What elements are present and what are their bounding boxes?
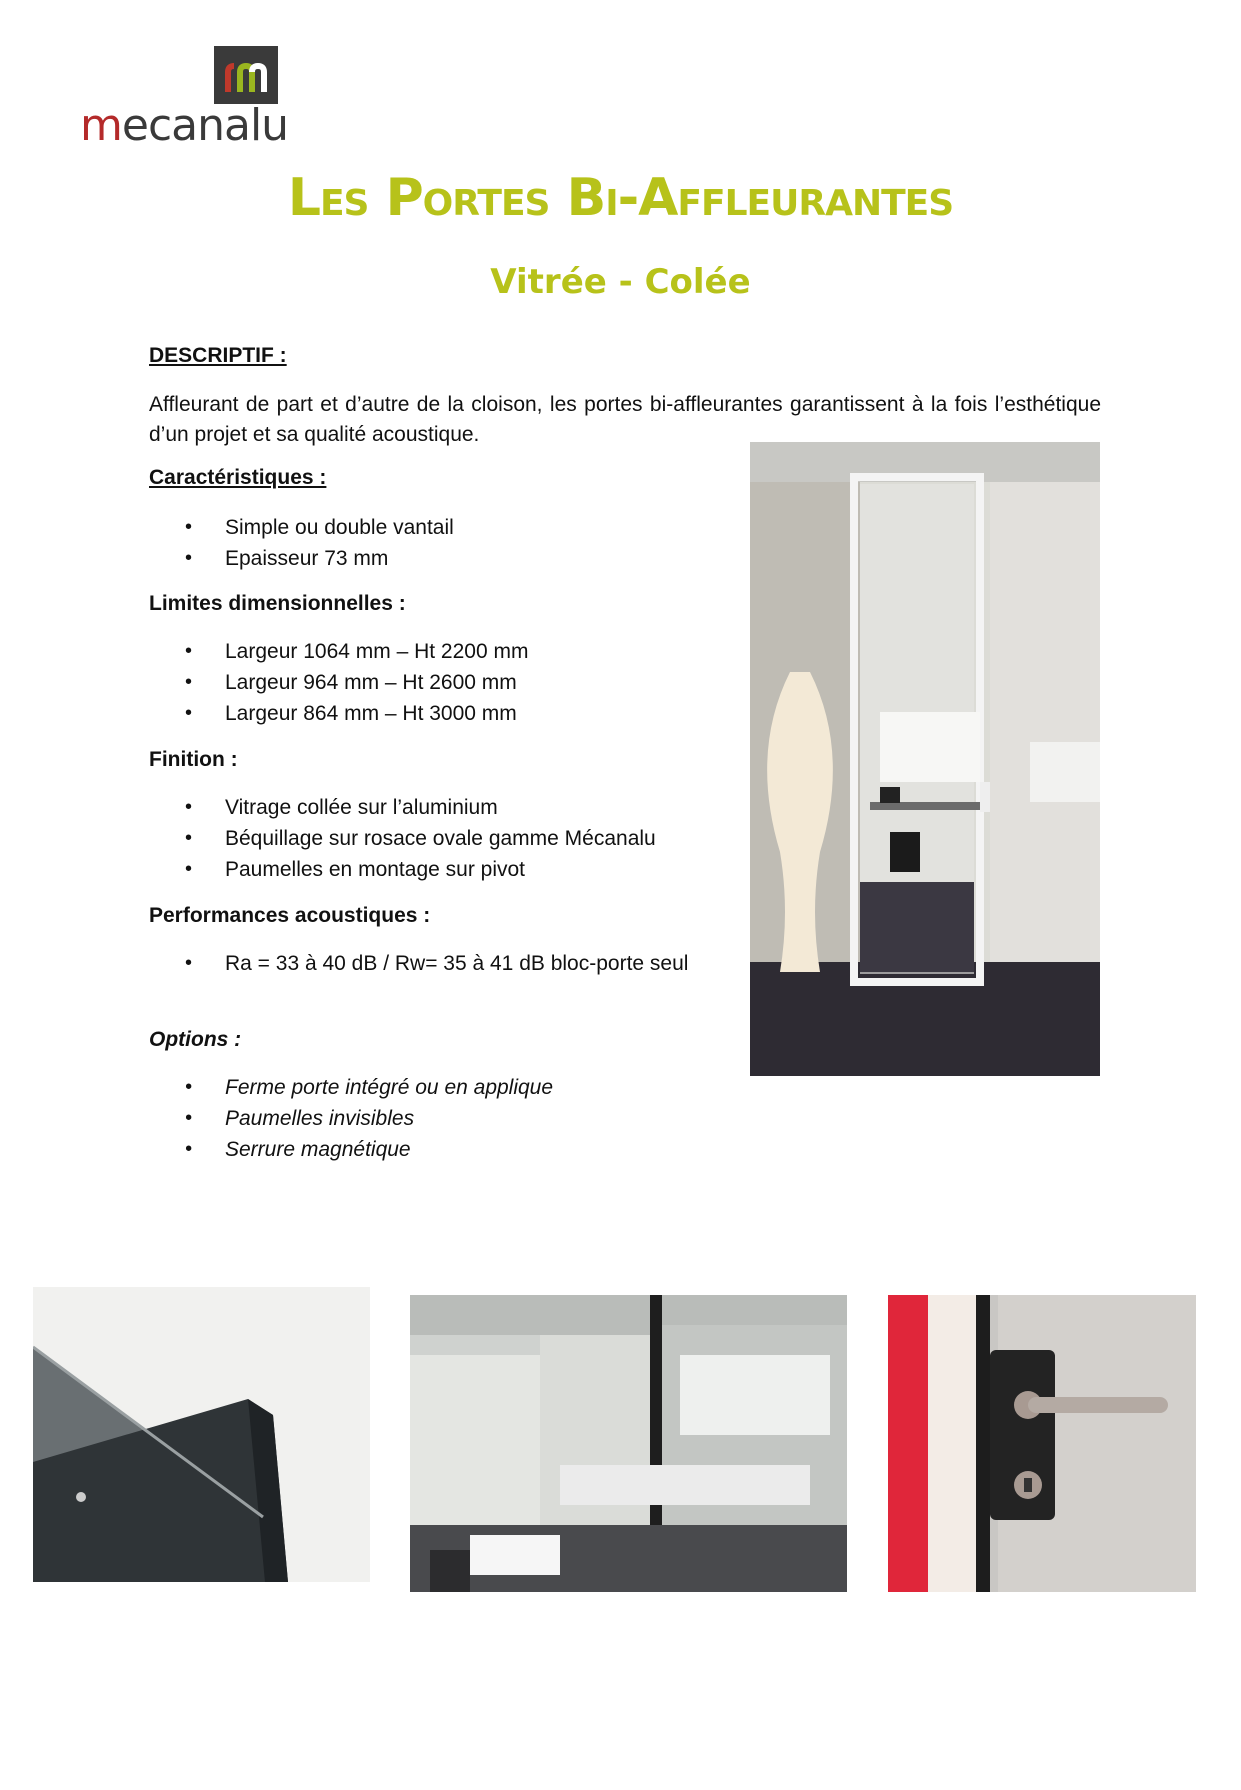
list-item: • Ferme porte intégré ou en applique	[149, 1072, 709, 1103]
list-item: • Simple ou double vantail	[149, 512, 709, 543]
logo-wordmark-initial: m	[80, 100, 122, 151]
door-photo	[750, 442, 1100, 1076]
list-item: • Serrure magnétique	[149, 1134, 709, 1165]
options-heading: Options :	[149, 1028, 242, 1051]
options-list	[149, 1072, 709, 1165]
list-item: • Largeur 964 mm – Ht 2600 mm	[149, 667, 709, 698]
page-subtitle: Vitrée - Colée	[490, 262, 751, 302]
descriptif-heading: DESCRIPTIF :	[149, 344, 287, 367]
glass-edge-photo	[33, 1287, 370, 1582]
finition-heading: Finition :	[149, 748, 238, 771]
finition-list	[149, 792, 729, 885]
meeting-room-photo	[410, 1295, 847, 1592]
list-item: • Béquillage sur rosace ovale gamme Mécanalu	[149, 823, 729, 854]
door-handle-photo	[888, 1295, 1196, 1592]
list-item: • Largeur 864 mm – Ht 3000 mm	[149, 698, 709, 729]
list-item: • Paumelles en montage sur pivot	[149, 854, 729, 885]
performances-heading: Performances acoustiques :	[149, 904, 431, 927]
performances-list	[149, 948, 731, 979]
logo-wordmark	[80, 100, 289, 151]
list-item: • Ra = 33 à 40 dB / Rw= 35 à 41 dB bloc-porte seul	[149, 948, 731, 979]
logo-mark-icon	[214, 46, 278, 104]
limites-heading: Limites dimensionnelles :	[149, 592, 406, 615]
caracteristiques-list	[149, 512, 709, 574]
descriptif-text: Affleurant de part et d’autre de la cloison, les portes bi-affleurantes garantissent à la fois l’esthétique d’un projet et sa qualité acoustique.	[149, 393, 1101, 446]
logo-wordmark-rest: ecanalu	[121, 100, 289, 151]
list-item: • Vitrage collée sur l’aluminium	[149, 792, 729, 823]
list-item: • Epaisseur 73 mm	[149, 543, 709, 574]
mecanalu-logo	[80, 46, 290, 156]
page-title: Les Portes Bi-Affleurantes	[287, 168, 954, 228]
limites-list	[149, 636, 709, 729]
list-item: • Paumelles invisibles	[149, 1103, 709, 1134]
caracteristiques-heading: Caractéristiques :	[149, 466, 327, 489]
list-item: • Largeur 1064 mm – Ht 2200 mm	[149, 636, 709, 667]
